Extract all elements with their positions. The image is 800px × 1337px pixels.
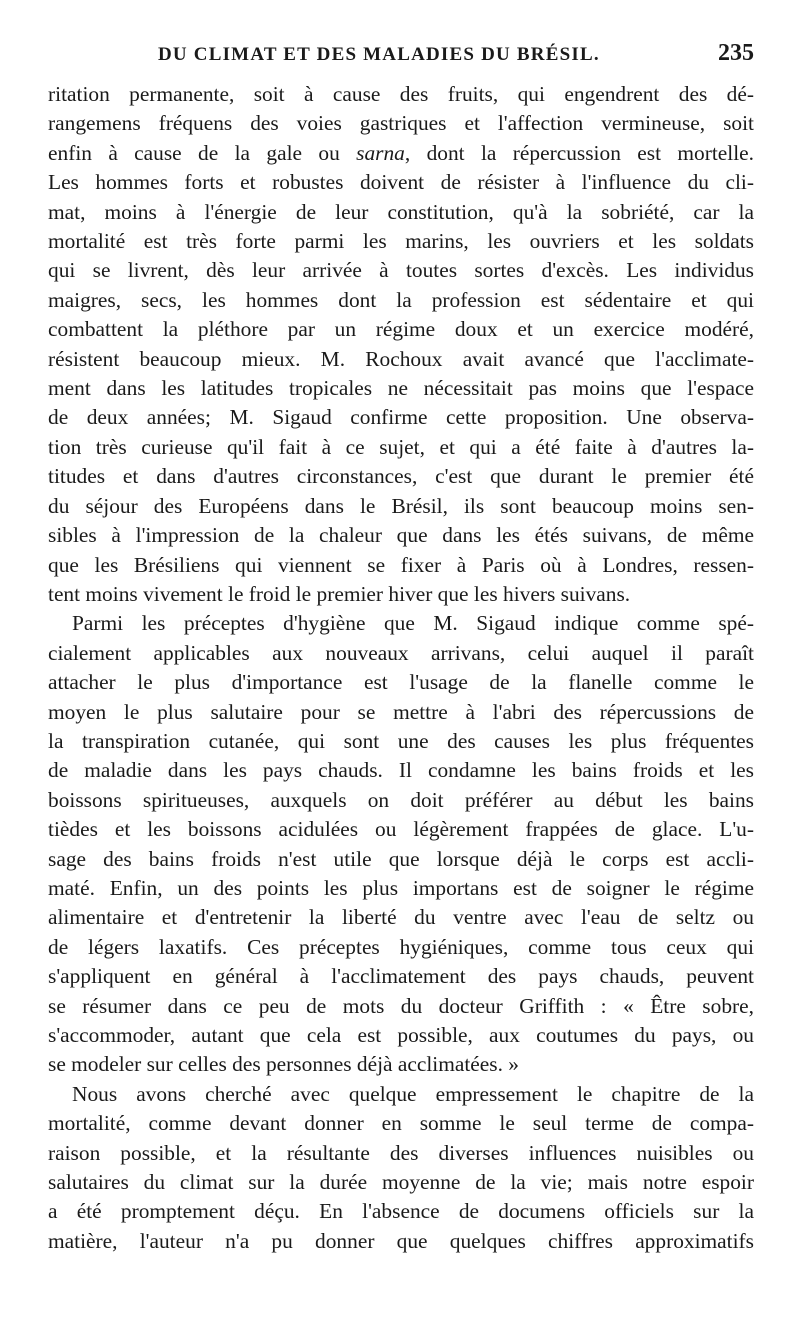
text-line: boissons spiritueuses, auxquels on doit préférer au début les bains (48, 787, 754, 812)
text-line: ritation permanente, soit à cause des fruits, qui engendrent des dé- (48, 82, 754, 106)
italic-term: sarna (356, 140, 405, 165)
text-line: résistent beaucoup mieux. M. Rochoux avait avancé que l'acclimate- (48, 346, 754, 371)
text-line: tion très curieuse qu'il fait à ce sujet, et qui a été faite à d'autres la- (48, 434, 754, 459)
text-line: alimentaire et d'entretenir la liberté du ventre avec l'eau de seltz ou (48, 905, 754, 930)
text-line: maté. Enfin, un des points les plus importans est de soigner le régime (48, 875, 754, 900)
text-line: s'appliquent en général à l'acclimatement des pays chauds, peuvent (48, 964, 754, 989)
page-header (48, 40, 754, 80)
text-line: attacher le plus d'importance est l'usage de la flanelle comme le (48, 670, 754, 695)
text-line: de maladie dans les pays chauds. Il condamne les bains froids et les (48, 758, 754, 783)
text-line: a été promptement déçu. En l'absence de documens officiels sur la (48, 1199, 754, 1224)
text-line: Les hommes forts et robustes doivent de résister à l'influence du cli- (48, 170, 754, 195)
text-line: sage des bains froids n'est utile que lorsque déjà le corps est accli- (48, 846, 754, 871)
text-line: mortalité, comme devant donner en somme le seul terme de compa- (48, 1111, 754, 1136)
text-line: enfin à cause de la gale ou sarna, dont la répercussion est mortelle. (48, 140, 754, 165)
text-line: la transpiration cutanée, qui sont une des causes les plus fréquentes (48, 728, 754, 753)
text-line: se résumer dans ce peu de mots du docteur Griffith : « Être sobre, (48, 993, 754, 1018)
text-line: matière, l'auteur n'a pu donner que quelques chiffres approximatifs (48, 1228, 754, 1253)
text-line: s'accommoder, autant que cela est possible, aux coutumes du pays, ou (48, 1023, 754, 1047)
text-line: moyen le plus salutaire pour se mettre à l'abri des répercussions de (48, 699, 754, 724)
text-line: du séjour des Européens dans le Brésil, ils sont beaucoup moins sen- (48, 493, 754, 518)
text-line: ment dans les latitudes tropicales ne nécessitait pas moins que l'espace (48, 376, 754, 401)
text-line: qui se livrent, dès leur arrivée à toutes sortes d'excès. Les individus (48, 258, 754, 283)
text-line: Nous avons cherché avec quelque empressement le chapitre de la (72, 1081, 754, 1106)
text-line: sibles à l'impression de la chaleur que dans les étés suivans, de même (48, 523, 754, 548)
text-line: titudes et dans d'autres circonstances, c'est que durant le premier été (48, 464, 754, 489)
text-line: que les Brésiliens qui viennent se fixer à Paris où à Londres, ressen- (48, 552, 754, 577)
paragraph-2 (48, 609, 754, 1080)
text-line: rangemens fréquens des voies gastriques et l'affection vermineuse, soit (48, 111, 754, 136)
text-line: maigres, secs, les hommes dont la profession est sédentaire et qui (48, 287, 754, 312)
text-line: raison possible, et la résultante des diverses influences nuisibles ou (48, 1140, 754, 1165)
text-line: tent moins vivement le froid le premier hiver que les hivers suivans. (48, 581, 631, 606)
text-line: mortalité est très forte parmi les marins, les ouvriers et les soldats (48, 229, 754, 254)
text-line: mat, moins à l'énergie de leur constitution, qu'à la sobriété, car la (48, 199, 754, 224)
text-line: Parmi les préceptes d'hygiène que M. Sigaud indique comme spé- (72, 611, 754, 636)
paragraph-1 (48, 80, 754, 609)
text-line: salutaires du climat sur la durée moyenne de la vie; mais notre espoir (48, 1170, 754, 1195)
body-text (48, 80, 754, 1256)
running-title: DU CLIMAT ET DES MALADIES DU BRÉSIL. (158, 44, 600, 65)
text-line: de deux années; M. Sigaud confirme cette proposition. Une observa- (48, 405, 754, 430)
text-line: combattent la pléthore par un régime doux et un exercice modéré, (48, 317, 754, 342)
paragraph-3 (48, 1080, 754, 1256)
text-line: de légers laxatifs. Ces préceptes hygiéniques, comme tous ceux qui (48, 934, 754, 959)
text-line: se modeler sur celles des personnes déjà acclimatées. » (48, 1052, 520, 1077)
page-number: 235 (718, 40, 754, 66)
text-line: cialement applicables aux nouveaux arrivans, celui auquel il paraît (48, 640, 754, 665)
text-line: tièdes et les boissons acidulées ou légèrement frappées de glace. L'u- (48, 817, 754, 842)
